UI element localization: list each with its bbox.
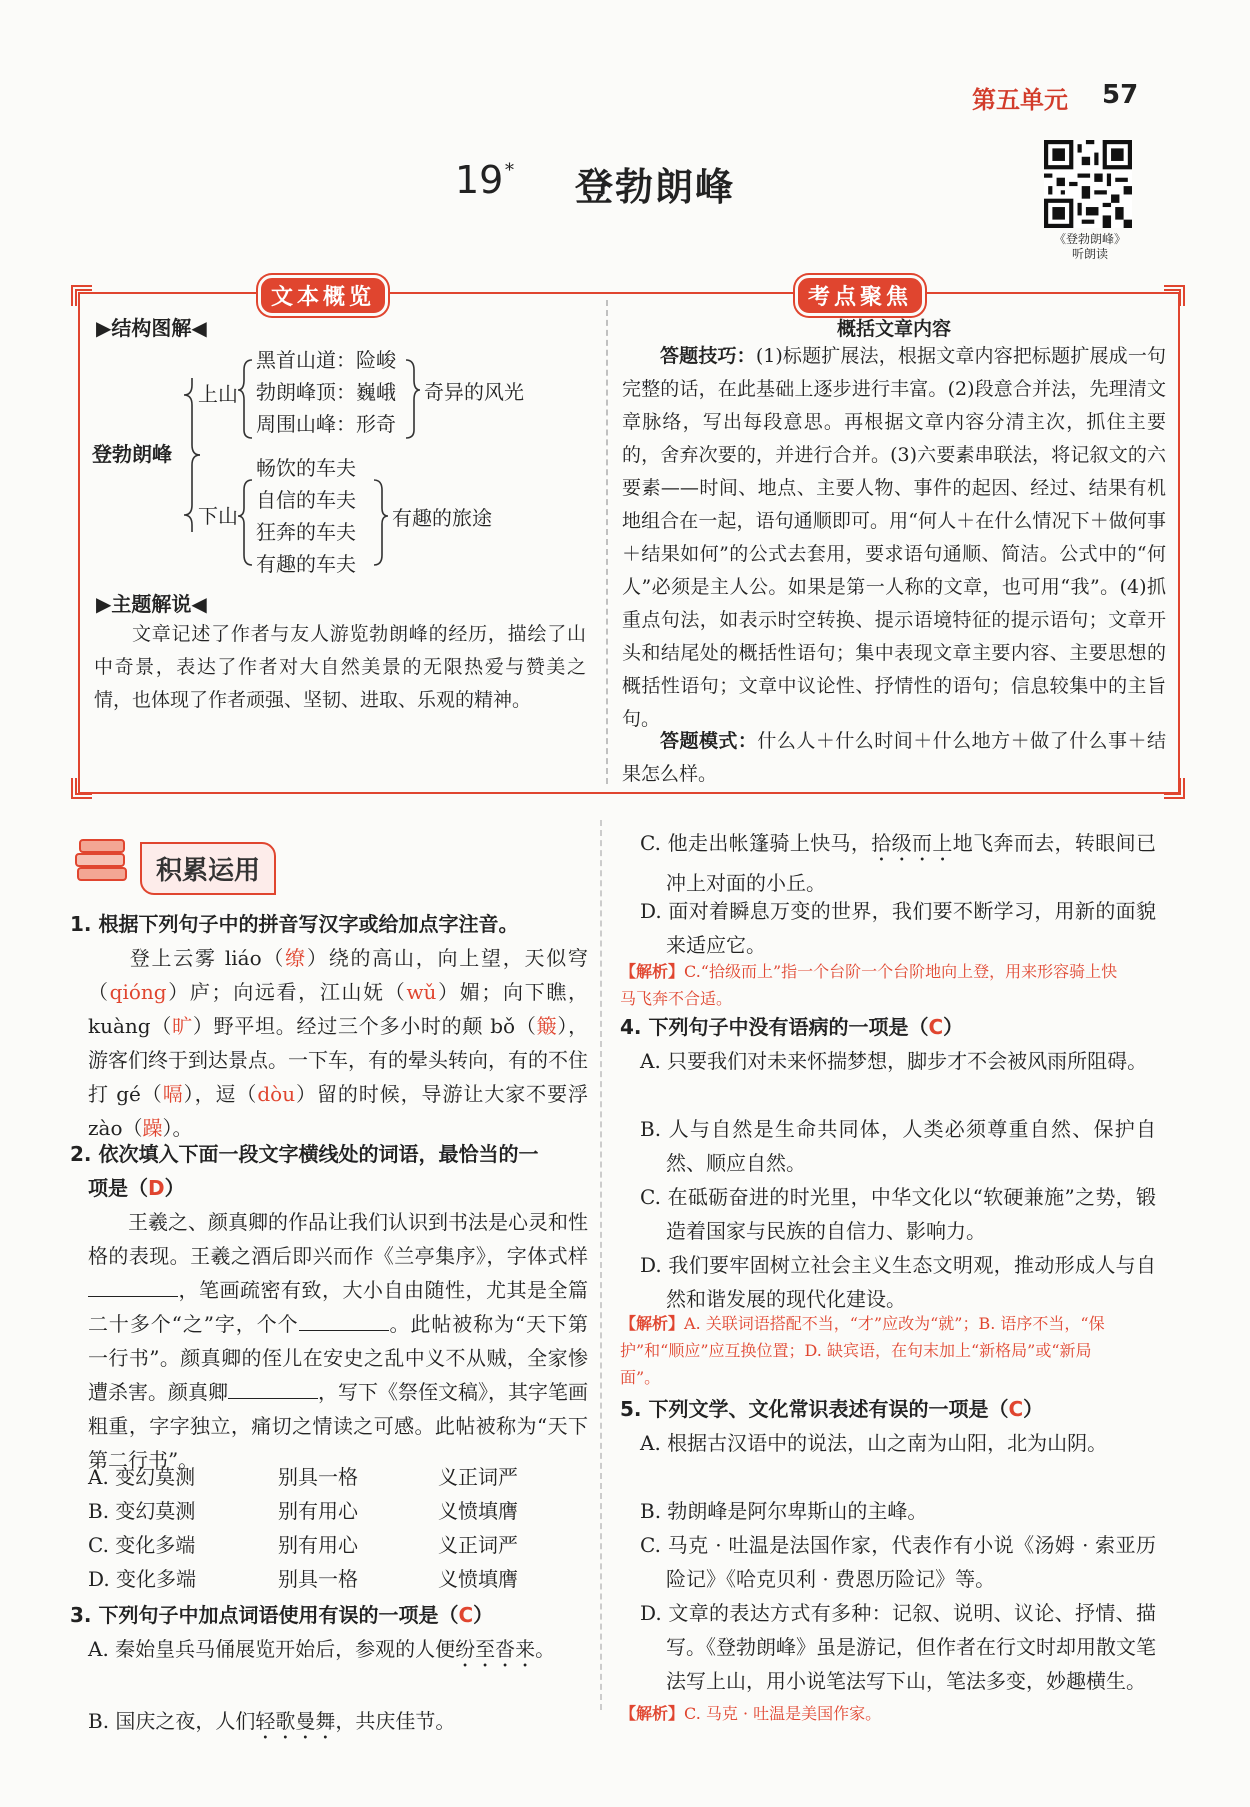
corner-ornament-icon bbox=[70, 284, 94, 308]
q2-passage-text: 。此帖被称为“天下第一行书”。颜真卿的侄儿在安史之乱中义不从贼，全家惨遭杀害。颜真卿 bbox=[88, 1312, 588, 1404]
q1-stem: 1. 根据下列句子中的拼音写汉字或给加点字注音。 bbox=[70, 912, 519, 936]
q2-stem-text: ） bbox=[164, 1176, 185, 1200]
focus-mode-text: 什么人＋什么时间＋什么地方＋做了什么事＋结果怎么样。 bbox=[622, 730, 1166, 785]
q2-option-text: 义正词严 bbox=[438, 1465, 518, 1489]
focus-skill-label: 答题技巧： bbox=[660, 345, 756, 367]
q5-answer: C bbox=[1008, 1397, 1024, 1421]
q1-text: 转向，有的不住打 gé（ bbox=[88, 1048, 588, 1106]
theme-label: ▶主题解说◀ bbox=[96, 592, 207, 616]
lesson-number: 19 bbox=[455, 158, 504, 202]
overview-badge: 文本概览 bbox=[258, 275, 388, 316]
q2-answer: D bbox=[148, 1176, 165, 1200]
q3-explanation bbox=[620, 958, 1130, 1012]
q3-dotted-word: 轻歌曼舞 bbox=[255, 1709, 336, 1733]
q2-passage bbox=[88, 1205, 588, 1477]
q2-option-text: D. 变化多端 bbox=[88, 1567, 197, 1591]
q1-answer: 躁 bbox=[142, 1116, 163, 1140]
q3-dotted-word: 纷至沓来 bbox=[455, 1637, 536, 1661]
q1-body bbox=[88, 941, 588, 1145]
q5-option-b[interactable]: B. 勃朗峰是阿尔卑斯山的主峰。 bbox=[640, 1499, 928, 1523]
corner-ornament-icon bbox=[1162, 284, 1186, 308]
section-title: 积累运用 bbox=[140, 842, 276, 895]
focus-skill bbox=[622, 340, 1166, 736]
q1-text: 候，导游让大家不要浮 zào（ bbox=[88, 1082, 589, 1140]
q1-text: 穹（ bbox=[88, 946, 589, 1004]
q1-text: ）野平坦。经过三个多小时的颠 bǒ bbox=[192, 1014, 516, 1038]
focus-mode-label: 答题模式： bbox=[660, 730, 758, 752]
q3-option-c[interactable] bbox=[640, 826, 1156, 900]
q1-answer: 旷 bbox=[172, 1014, 193, 1038]
q4-stem-text: 4. 下列句子中没有语病的一项是（ bbox=[620, 1015, 929, 1039]
column-divider bbox=[600, 820, 602, 1710]
explanation-text: C.“拾级而上”指一个台阶一个台阶地向上登，用来形容骑上快马飞奔不合适。 bbox=[620, 962, 1118, 1008]
q2-stem-text: 2. 依次填入下面一段文字横线处的词语，最恰当的一 bbox=[70, 1142, 539, 1166]
q5-option-d[interactable]: D. 文章的表达方式有多种：记叙、说明、议论、抒情、描写。《登勃朗峰》虽是游记，但作者在行文时却用散文笔法写上山，用小说笔法写下山，笔法多变，妙趣横生。 bbox=[640, 1601, 1156, 1693]
q3-option-d[interactable]: D. 面对着瞬息万变的世界，我们要不断学习，用新的面貌来适应它。 bbox=[640, 899, 1156, 957]
lesson-title: 登勃朗峰 bbox=[575, 165, 736, 209]
q1-text: ）媚；向下 bbox=[436, 980, 547, 1004]
structure-up-item: 周围山峰：形奇 bbox=[256, 412, 396, 436]
lesson-star: * bbox=[505, 160, 514, 181]
q1-answer: 嗝 bbox=[162, 1082, 184, 1106]
structure-down-item: 有趣的车夫 bbox=[256, 552, 356, 576]
q1-text: ），游客们终于到达景点。一下车，有的晕头 bbox=[88, 1014, 589, 1072]
overview-divider bbox=[606, 300, 608, 784]
focus-skill-text: (1)标题扩展法，根据文章内容把标题扩展成一句完整的话，在此基础上逐步进行丰富。(2)段意合并法，先理清文章脉络，写出每段意思。再根据文章内容分清主次，抓住主要的，舍弃次要的，并进行合并。(3)六要素串联法，将记叙文的六要素——时间、地点、主要人物、事件的起因、经过、结果有机地组合在一起，语句通顺即可。用“何人＋在什么情况下＋做何事＋结果如何”的公式去套用，要求语句通顺、简洁。公式中的“何人”必须是主人公。如果是第一人称的文章，也可用“我”。(4)抓重点句法，如表示时空转换、提示语境特征的提示语句；文章开头和结尾处的概括性语句；集中表现文章主要内容、主要思想的概括性语句；文章中议论性、抒情性的语句；信息较集中的主旨句。 bbox=[622, 345, 1166, 730]
structure-down-item: 自信的车夫 bbox=[256, 488, 356, 512]
q2-option-text: 义正词严 bbox=[438, 1533, 518, 1557]
q3-option-a[interactable] bbox=[88, 1632, 614, 1672]
q4-option-d[interactable]: D. 我们要牢固树立社会主义生态文明观，推动形成人与自然和谐发展的现代化建设。 bbox=[640, 1253, 1156, 1311]
theme-text: 文章记述了作者与友人游览勃朗峰的经历，描绘了山中奇景，表达了作者对大自然美景的无限热爱与赞美之情，也体现了作者顽强、坚韧、进取、乐观的精神。 bbox=[94, 623, 586, 711]
q2-option-text: 别有用心 bbox=[278, 1533, 358, 1557]
q3-option-text: B. 国庆之夜，人们 bbox=[88, 1709, 256, 1733]
q1-answer: wǔ bbox=[406, 980, 437, 1004]
books-stack-icon bbox=[70, 828, 134, 892]
q5-stem-text: ） bbox=[1023, 1397, 1044, 1421]
structure-root: 登勃朗峰 bbox=[92, 442, 172, 466]
q3-option-text: 。 bbox=[535, 1637, 556, 1661]
q1-text: ）留的时 bbox=[295, 1082, 380, 1106]
q3-option-text: 地飞奔而去，转眼间已冲上对面的小丘。 bbox=[666, 831, 1157, 895]
q4-option-a[interactable]: A. 只要我们对未来怀揣梦想，脚步才不会被风雨所阻碍。 bbox=[640, 1049, 1148, 1073]
focus-badge: 考点聚焦 bbox=[795, 275, 925, 316]
q3-option-b[interactable] bbox=[88, 1704, 588, 1744]
q1-answer: 缭 bbox=[285, 946, 307, 970]
q2-option-text: 别具一格 bbox=[278, 1465, 358, 1489]
q2-option[interactable] bbox=[88, 1528, 518, 1562]
structure-down-item: 畅饮的车夫 bbox=[256, 456, 356, 480]
explanation-text: C. 马克 · 吐温是美国作家。 bbox=[684, 1704, 882, 1723]
q1-text: 登上云雾 liáo（ bbox=[128, 946, 286, 970]
q2-option-text: 义愤填膺 bbox=[438, 1567, 518, 1591]
q3-option-text: A. 秦始皇兵马俑展览开始后，参观的人便 bbox=[88, 1637, 456, 1661]
q2-stem bbox=[70, 1137, 590, 1205]
q1-text: ），逗（ bbox=[183, 1082, 258, 1106]
q5-explanation bbox=[620, 1700, 1130, 1727]
q2-stem-text: 项是（ bbox=[88, 1176, 148, 1200]
q1-text: （ bbox=[515, 1014, 537, 1038]
explanation-text: A. 关联词语搭配不当，“才”应改为“就”；B. 语序不当，“保护”和“顺应”应互换位置；D. 缺宾语，在句末加上“新格局”或“新局面”。 bbox=[620, 1314, 1105, 1387]
q2-option-text: B. 变幻莫测 bbox=[88, 1499, 196, 1523]
q2-blank[interactable] bbox=[299, 1330, 389, 1331]
q2-option-text: 别具一格 bbox=[278, 1567, 358, 1591]
explanation-label: 【解析】 bbox=[620, 962, 685, 981]
q3-dotted-word: 拾级而上 bbox=[871, 831, 953, 855]
q1-answer: 簸 bbox=[536, 1014, 558, 1038]
focus-mode bbox=[622, 725, 1166, 791]
q4-stem-text: ） bbox=[943, 1015, 964, 1039]
q2-option[interactable] bbox=[88, 1562, 518, 1596]
q5-option-a[interactable]: A. 根据古汉语中的说法，山之南为山阳，北为山阴。 bbox=[640, 1431, 1108, 1455]
qr-caption-sub: 听朗读 bbox=[1071, 247, 1108, 261]
q1-answer: qióng bbox=[109, 980, 167, 1004]
qr-caption-title: 《登勃朗峰》 bbox=[1053, 232, 1126, 246]
q2-option-text: A. 变幻莫测 bbox=[88, 1465, 196, 1489]
q3-stem bbox=[70, 1598, 590, 1632]
q2-passage-text: ，写下《祭侄文稿》，其字笔画粗重，字字独立，痛切之情读之可感。此帖被称为“天下第二行书”。 bbox=[88, 1380, 588, 1472]
q2-option-text: 别有用心 bbox=[278, 1499, 358, 1523]
unit-label: 第五单元 bbox=[972, 86, 1068, 114]
q1-text: ）。 bbox=[162, 1116, 193, 1140]
q4-option-b[interactable]: B. 人与自然是生命共同体，人类必须尊重自然、保护自然、顺应自然。 bbox=[640, 1117, 1156, 1175]
explanation-label: 【解析】 bbox=[620, 1704, 685, 1723]
structure-label: ▶结构图解◀ bbox=[96, 316, 207, 340]
q2-blank[interactable] bbox=[228, 1398, 318, 1399]
q3-option-text: C. 他走出帐篷骑上快马， bbox=[640, 831, 872, 855]
structure-up-result: 奇异的风光 bbox=[424, 380, 524, 404]
structure-down-result: 有趣的旅途 bbox=[392, 506, 492, 530]
qr-code-icon[interactable] bbox=[1044, 140, 1132, 228]
q1-text: 瞧，kuàng（ bbox=[88, 980, 589, 1038]
q3-stem-text: ） bbox=[473, 1603, 494, 1627]
structure-up-item: 黑首山道：险峻 bbox=[256, 348, 396, 372]
page-number: 57 bbox=[1102, 80, 1139, 110]
q1-text: ）庐；向远看，江山妩（ bbox=[166, 980, 407, 1004]
q5-option-c[interactable]: C. 马克 · 吐温是法国作家，代表作有小说《汤姆 · 索亚历险记》《哈克贝利 · 费恩历险记》等。 bbox=[640, 1533, 1156, 1591]
structure-up-label: 上山 bbox=[198, 382, 238, 406]
q5-stem-text: 5. 下列文学、文化常识表述有误的一项是（ bbox=[620, 1397, 1009, 1421]
qr-caption bbox=[1030, 232, 1150, 262]
structure-up-item: 勃朗峰顶：巍峨 bbox=[256, 380, 396, 404]
structure-down-item: 狂奔的车夫 bbox=[256, 520, 356, 544]
q2-option-text: C. 变化多端 bbox=[88, 1533, 196, 1557]
q5-stem bbox=[620, 1392, 1140, 1426]
q2-passage-text: ，笔画疏密有致，大小自由随性，尤其是全篇二十多个“之”字，个个 bbox=[88, 1278, 588, 1336]
q2-option[interactable] bbox=[88, 1460, 518, 1494]
q2-option[interactable] bbox=[88, 1494, 518, 1528]
q2-option-text: 义愤填膺 bbox=[438, 1499, 518, 1523]
q3-option-text: ，共庆佳节。 bbox=[335, 1709, 456, 1733]
q1-text: ）绕的高山，向上望，天似 bbox=[306, 946, 569, 970]
q4-explanation bbox=[620, 1310, 1130, 1391]
q3-stem-text: 3. 下列句子中加点词语使用有误的一项是（ bbox=[70, 1603, 459, 1627]
q2-blank[interactable] bbox=[88, 1296, 178, 1297]
explanation-label: 【解析】 bbox=[620, 1314, 685, 1333]
q2-passage-text: 王羲之、颜真卿的作品让我们认识到书法是心灵和性格的表现。王羲之酒后即兴而作《兰亭集序》，字体式样 bbox=[88, 1210, 588, 1268]
corner-ornament-icon bbox=[70, 776, 94, 800]
q4-stem bbox=[620, 1010, 1140, 1044]
q4-answer: C bbox=[928, 1015, 944, 1039]
q3-answer: C bbox=[458, 1603, 474, 1627]
q1-answer: dòu bbox=[257, 1082, 296, 1106]
q4-option-c[interactable]: C. 在砥砺奋进的时光里，中华文化以“软硬兼施”之势，锻造着国家与民族的自信力、影响力。 bbox=[640, 1185, 1156, 1243]
structure-down-label: 下山 bbox=[198, 504, 238, 528]
focus-heading: 概括文章内容 bbox=[836, 318, 951, 340]
